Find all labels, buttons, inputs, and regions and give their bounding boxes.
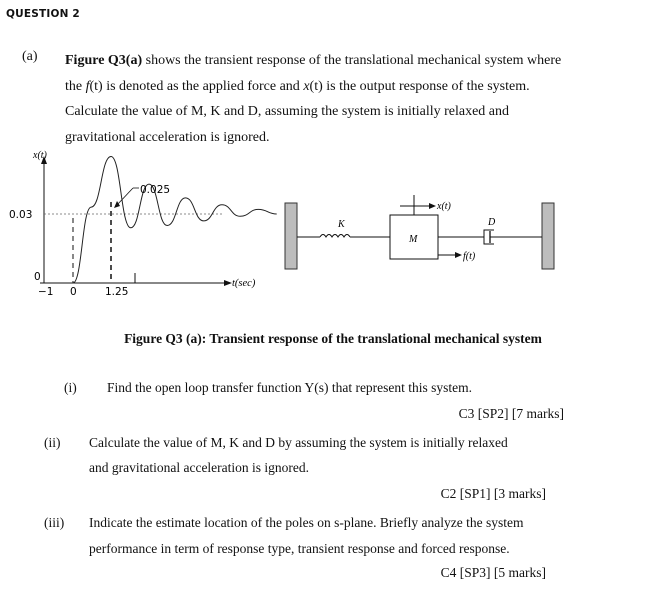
y-tick-label-0.03: 0.03 — [9, 209, 33, 221]
subquestion-i-text: Find the open loop transfer function Y(s) that represent this system. — [107, 380, 473, 395]
subquestion-iii-line-1: Indicate the estimate location of the poles on s-plane. Briefly analyze the system — [89, 515, 524, 530]
question-heading: QUESTION 2 — [6, 8, 80, 20]
x-tick-label-0: 0 — [70, 286, 77, 298]
subquestion-iii-number: (iii) — [44, 515, 65, 530]
spring — [297, 235, 390, 238]
mechanical-system-diagram — [280, 185, 570, 285]
right-wall — [542, 203, 554, 269]
intro-line-2-b: (t) is denoted as the applied force and — [89, 78, 304, 94]
subquestion-ii-line-1: Calculate the value of M, K and D by assuming the system is initially relaxed — [89, 435, 508, 450]
damper — [438, 230, 542, 244]
peak-leader-arrow — [114, 201, 120, 208]
subquestion-ii-number: (ii) — [44, 435, 61, 450]
left-wall — [285, 203, 297, 269]
intro-line-3: Calculate the value of M, K and D, assuming the system is initially relaxed and — [65, 104, 510, 119]
transient-response-chart — [0, 140, 280, 305]
response-curve — [73, 157, 277, 284]
x-tick-label-neg1: −1 — [38, 286, 54, 298]
subquestion-iii-marks: C4 [SP3] [5 marks] — [440, 565, 546, 580]
damper-label: D — [488, 217, 496, 228]
x-axis-label: t(sec) — [232, 278, 256, 289]
mass-label: M — [409, 234, 418, 245]
subquestion-ii-line-2: and gravitational acceleration is ignored. — [89, 460, 310, 475]
output-arrow-head — [429, 203, 436, 209]
symbol-x: x — [303, 78, 310, 94]
subquestion-i-marks: C3 [SP2] [7 marks] — [458, 406, 564, 421]
intro-line-4: gravitational acceleration is ignored. — [65, 129, 270, 145]
intro-line-2-a: the — [65, 78, 86, 94]
x-tick-label-1.25: 1.25 — [105, 286, 129, 298]
part-a-intro — [65, 48, 565, 150]
peak-overshoot-label: 0.025 — [140, 184, 171, 196]
intro-line-1 — [65, 48, 565, 74]
y-tick-label-0: 0 — [34, 271, 41, 283]
part-a-label: (a) — [22, 49, 38, 64]
x-axis-arrow — [224, 280, 232, 286]
figure-caption: Figure Q3 (a): Transient response of the translational mechanical system — [124, 331, 542, 346]
peak-leader-line — [116, 188, 133, 206]
output-label: x(t) — [437, 201, 451, 212]
subquestion-i-number: (i) — [64, 380, 77, 395]
intro-line-2 — [65, 74, 565, 100]
figure-reference: Figure Q3(a) — [65, 53, 143, 68]
intro-line-2-c: (t) is the output response of the system. — [309, 78, 530, 94]
force-arrow-head — [455, 252, 462, 258]
subquestion-ii-marks: C2 [SP1] [3 marks] — [440, 486, 546, 501]
spring-label: K — [338, 219, 345, 230]
y-axis-label: x(t) — [33, 150, 47, 161]
intro-line-1-text: shows the transient response of the translational mechanical system where — [142, 53, 562, 68]
force-label: f(t) — [463, 251, 476, 262]
subquestion-iii-line-2: performance in term of response type, transient response and forced response. — [89, 541, 510, 556]
symbol-f: f — [85, 78, 90, 94]
